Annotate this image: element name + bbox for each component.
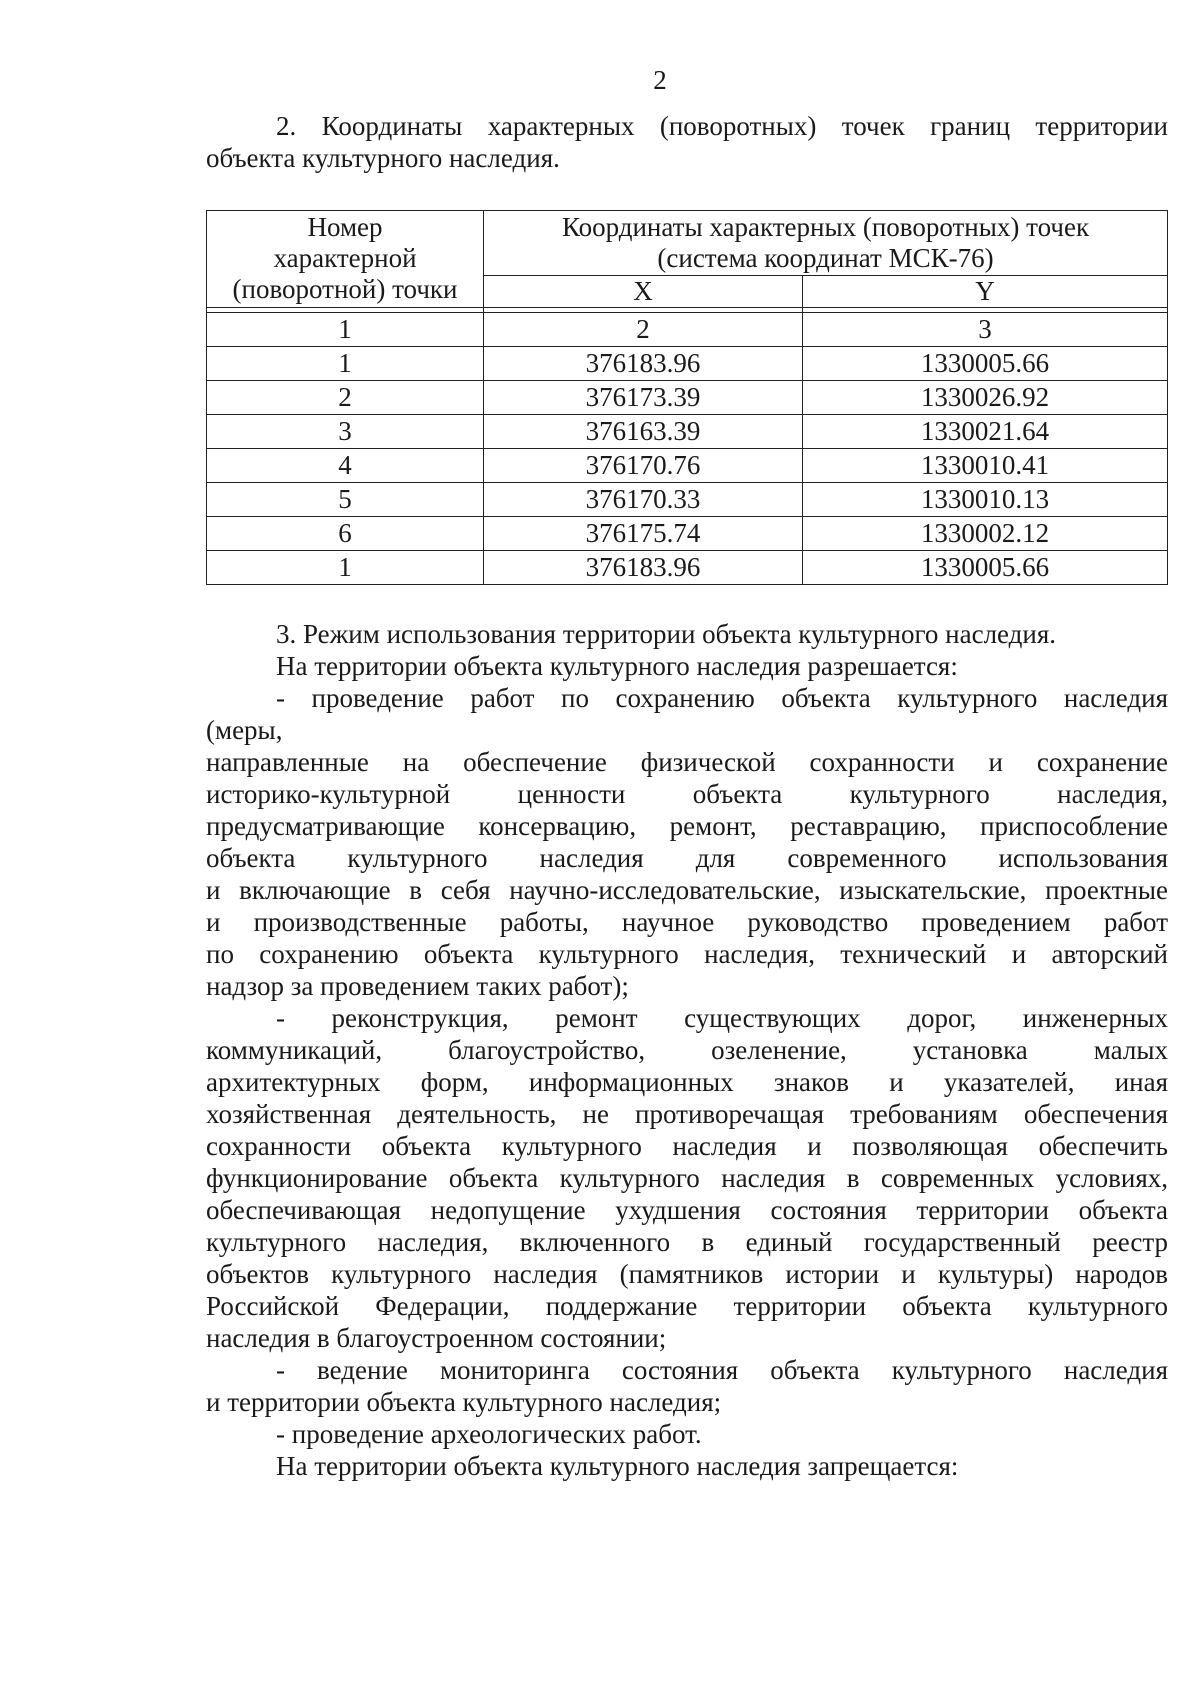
allowed-intro: На территории объекта культурного наследия разрешается: (276, 651, 958, 681)
page-number: 2 (653, 65, 667, 95)
item4-line: - проведение археологических работ. (276, 1419, 702, 1449)
item1-line: - проведение работ по сохранению объекта культурного наследия (276, 683, 1168, 713)
item1-line: по сохранению объекта культурного наследия, технический и авторский (206, 939, 1168, 969)
table-cell: 376175.74 (484, 517, 803, 551)
header-num-line: Номер (307, 212, 383, 242)
header-x: X (484, 276, 803, 308)
section2-line1: 2. Координаты характерных (поворотных) точек границ территории (276, 111, 1168, 141)
item2-line: наследия в благоустроенном состоянии; (206, 1323, 667, 1353)
header-y: Y (803, 276, 1168, 308)
table-cell: 1330021.64 (803, 415, 1168, 449)
item1-line: надзор за проведением таких работ); (206, 971, 629, 1001)
table-cell: 1330005.66 (803, 551, 1168, 585)
table-cell: 5 (207, 483, 484, 517)
item2-line: сохранности объекта культурного наследия и позволяющая обеспечить (206, 1131, 1168, 1161)
table-cell: 376173.39 (484, 381, 803, 415)
table-cell: 6 (207, 517, 484, 551)
header-num-line: (поворотной) точки (232, 274, 458, 304)
table-row (207, 483, 1168, 517)
coordinates-table (206, 210, 1168, 585)
header-coord-line: Координаты характерных (поворотных) точек (561, 212, 1090, 242)
header-coordinates (484, 211, 1168, 276)
table-cell: 1330010.13 (803, 483, 1168, 517)
header-num-line: характерной (273, 243, 417, 273)
section3-title: 3. Режим использования территории объекта культурного наследия. (276, 619, 1057, 649)
item2-line: Российской Федерации, поддержание территории объекта культурного (206, 1291, 1168, 1321)
section2-line2: объекта культурного наследия. (206, 143, 560, 173)
table-cell: 376170.76 (484, 449, 803, 483)
table-row (207, 517, 1168, 551)
table-cell: 2 (484, 313, 803, 347)
table-cell: 1330005.66 (803, 347, 1168, 381)
table-cell: 376163.39 (484, 415, 803, 449)
table-cell: 376170.33 (484, 483, 803, 517)
item3-line: - ведение мониторинга состояния объекта культурного наследия (276, 1355, 1168, 1385)
table-cell: 376183.96 (484, 551, 803, 585)
item2-line: объектов культурного наследия (памятников истории и культуры) народов (206, 1259, 1168, 1289)
table-cell: 4 (207, 449, 484, 483)
table-cell: 1330026.92 (803, 381, 1168, 415)
item3-line: и территории объекта культурного наследия; (206, 1387, 722, 1417)
item1-line: объекта культурного наследия для современного использования (206, 843, 1168, 873)
item2-line: - реконструкция, ремонт существующих дорог, инженерных (276, 1003, 1168, 1033)
table-cell: 1 (207, 313, 484, 347)
header-coord-line: (система координат МСК-76) (657, 243, 994, 273)
item1-line: историко-культурной ценности объекта культурного наследия, (206, 779, 1168, 809)
item2-line: обеспечивающая недопущение ухудшения состояния территории объекта (206, 1195, 1168, 1225)
item1-line: предусматривающие консервацию, ремонт, реставрацию, приспособление (206, 811, 1168, 841)
table-row (207, 449, 1168, 483)
table-cell: 376183.96 (484, 347, 803, 381)
table-cell: 1330010.41 (803, 449, 1168, 483)
item2-line: коммуникаций, благоустройство, озеленение, установка малых (206, 1035, 1168, 1065)
header-point-number (207, 211, 484, 308)
forbidden-intro: На территории объекта культурного наследия запрещается: (276, 1451, 959, 1481)
table-cell: 3 (207, 415, 484, 449)
table-row (207, 551, 1168, 585)
item2-line: архитектурных форм, информационных знаков и указателей, иная (206, 1067, 1168, 1097)
item1-line: и производственные работы, научное руководство проведением работ (206, 907, 1168, 937)
table-row (207, 347, 1168, 381)
item1-line: направленные на обеспечение физической сохранности и сохранение (206, 747, 1168, 777)
table-index-row (207, 313, 1168, 347)
table-cell: 1 (207, 551, 484, 585)
table-cell: 1330002.12 (803, 517, 1168, 551)
table-row (207, 381, 1168, 415)
item1-line: (меры, (206, 715, 283, 745)
item2-line: культурного наследия, включенного в единый государственный реестр (206, 1227, 1168, 1257)
table-cell: 1 (207, 347, 484, 381)
table-row (207, 415, 1168, 449)
item2-line: функционирование объекта культурного наследия в современных условиях, (206, 1163, 1168, 1193)
table-cell: 3 (803, 313, 1168, 347)
item2-line: хозяйственная деятельность, не противоречащая требованиям обеспечения (206, 1099, 1168, 1129)
item1-line: и включающие в себя научно-исследовательские, изыскательские, проектные (206, 875, 1168, 905)
table-cell: 2 (207, 381, 484, 415)
